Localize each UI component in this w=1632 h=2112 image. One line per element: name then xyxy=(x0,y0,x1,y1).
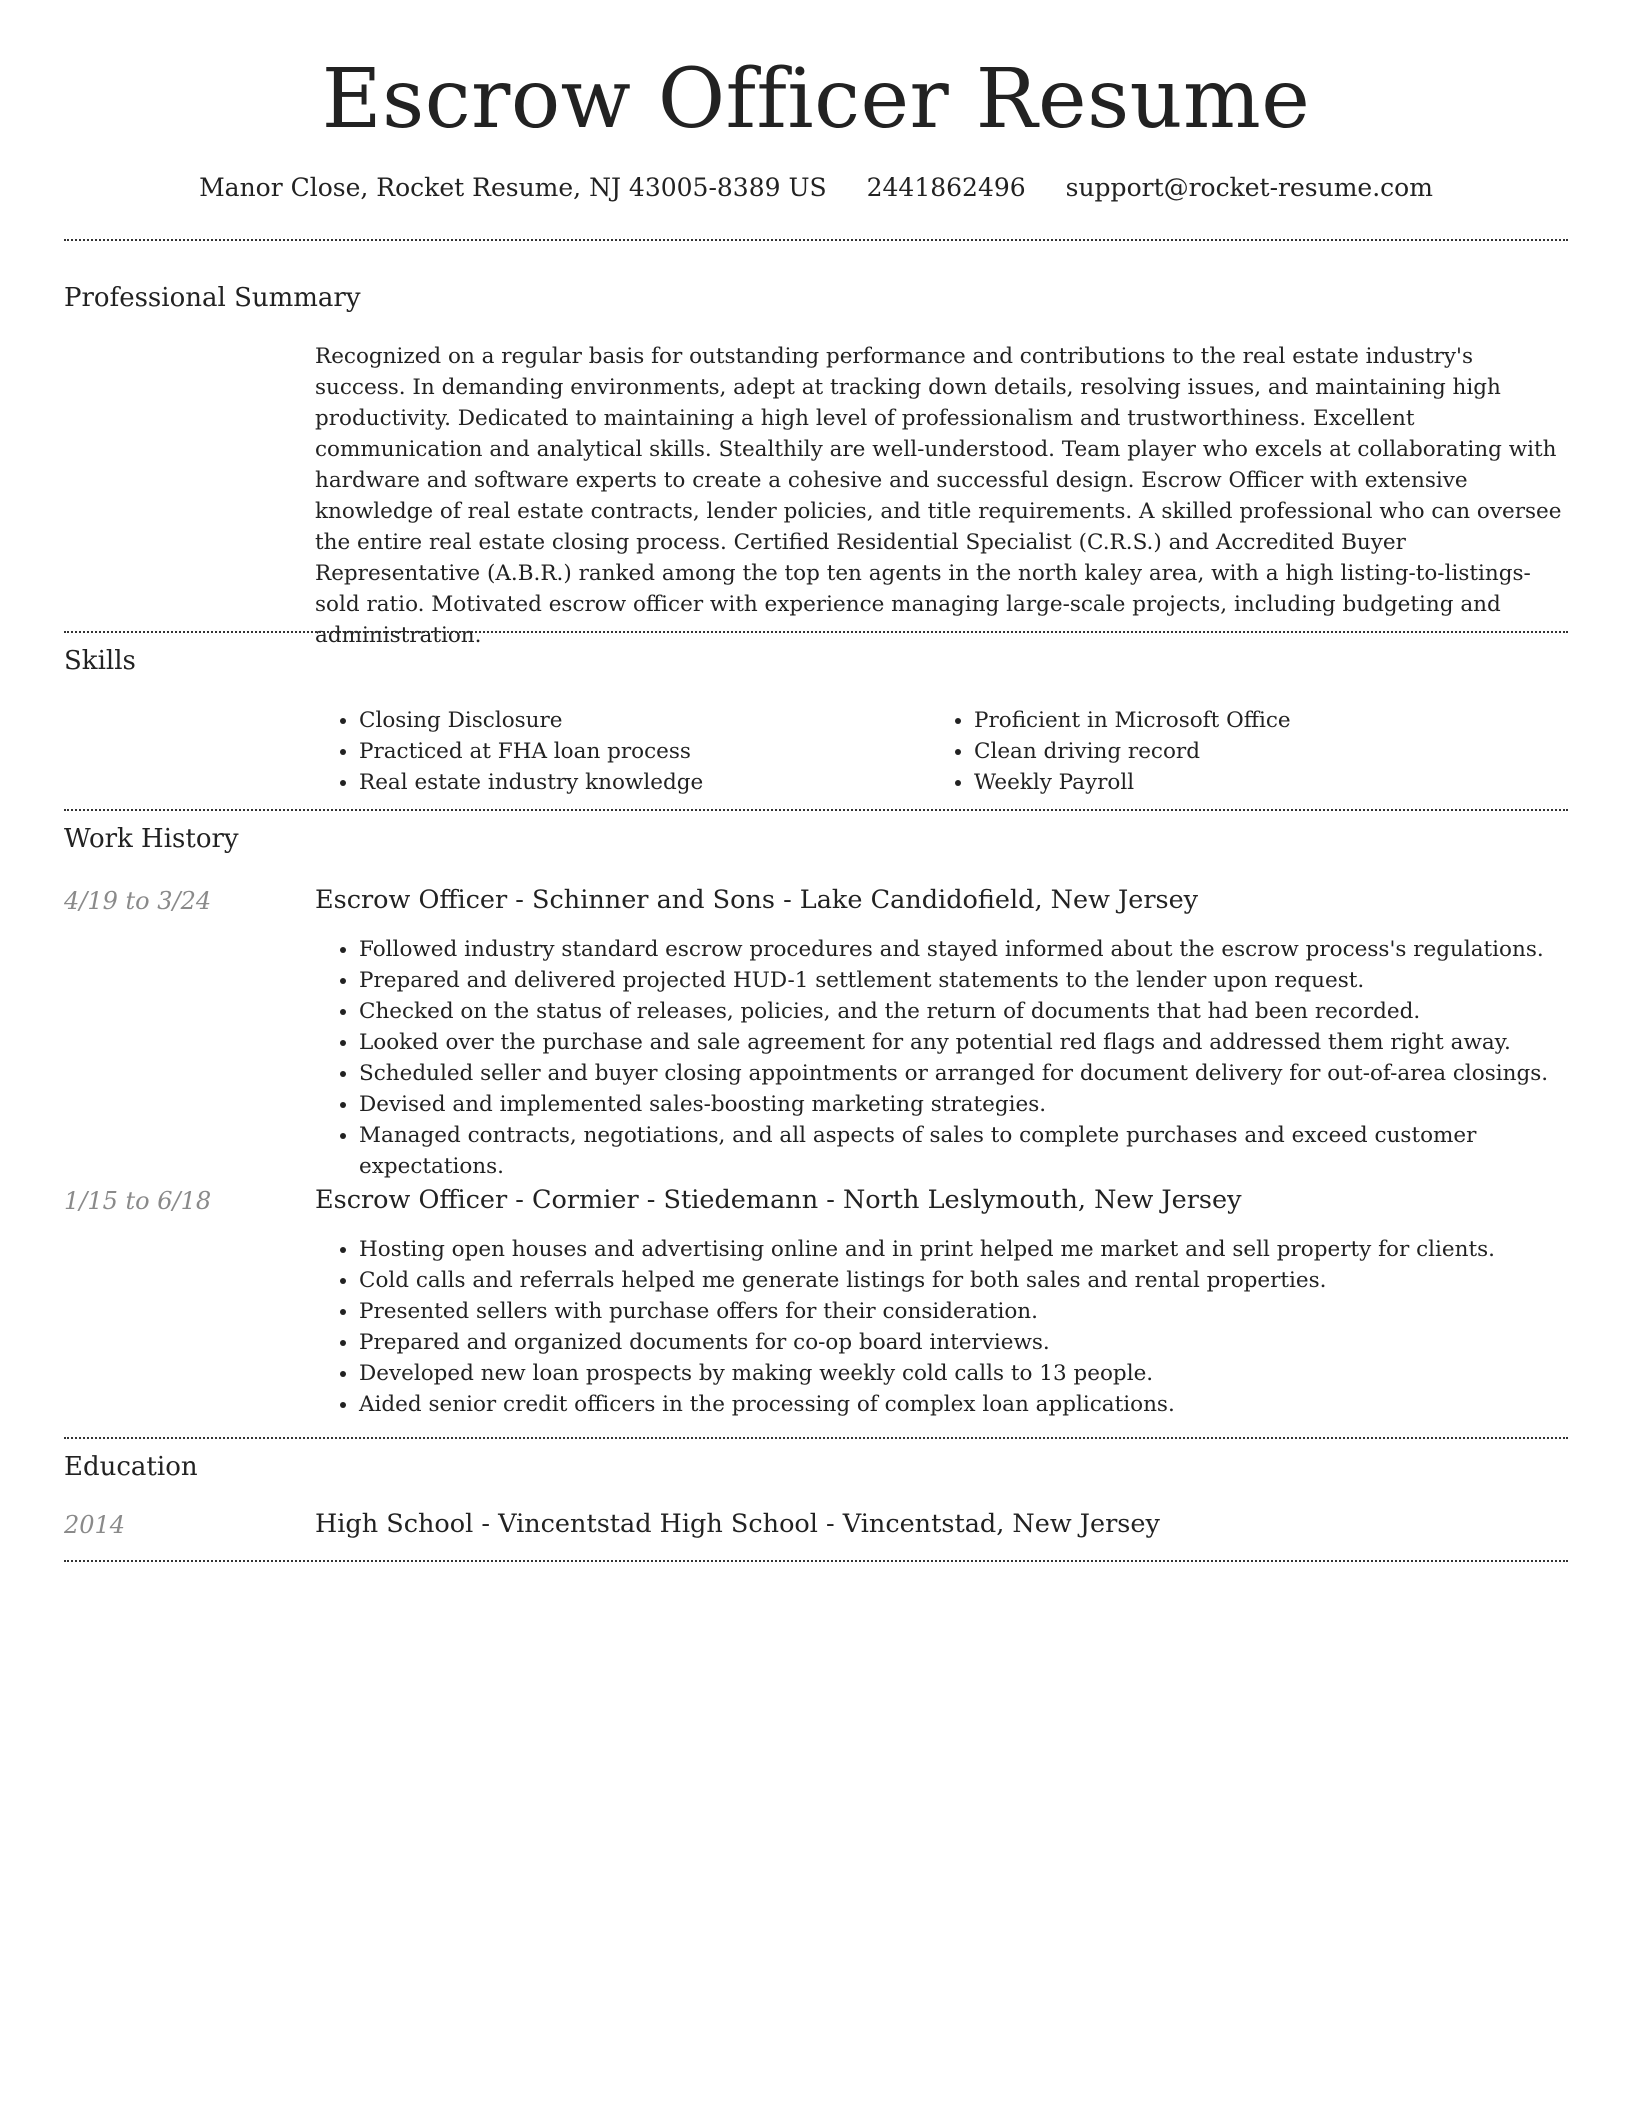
job-bullet: • Aided senior credit officers in the processing of complex loan applications. xyxy=(359,1389,1609,1420)
skills-list-left xyxy=(315,705,919,798)
job-dates: 4/19 to 3/24 xyxy=(64,887,212,915)
education-title: High School - Vincentstad High School - Vincentstad, New Jersey xyxy=(315,1509,1160,1539)
job-bullet: • Prepared and delivered projected HUD-1 settlement statements to the lender upon request. xyxy=(359,965,1609,996)
contact-line xyxy=(0,168,1632,208)
section-heading-skills: Skills xyxy=(64,646,136,676)
education-year: 2014 xyxy=(64,1511,126,1539)
job-bullet: • Devised and implemented sales-boosting marketing strategies. xyxy=(359,1089,1609,1120)
job-bullets xyxy=(315,1234,1609,1420)
job-bullet: • Cold calls and referrals helped me generate listings for both sales and rental properties. xyxy=(359,1265,1609,1296)
job-dates: 1/15 to 6/18 xyxy=(64,1187,212,1215)
job-title: Escrow Officer - Schinner and Sons - Lake Candidofield, New Jersey xyxy=(315,885,1199,915)
job-bullet: • Developed new loan prospects by making weekly cold calls to 13 people. xyxy=(359,1358,1609,1389)
job-bullet: • Presented sellers with purchase offers for their consideration. xyxy=(359,1296,1609,1327)
job-bullet: • Looked over the purchase and sale agreement for any potential red flags and addressed them right away. xyxy=(359,1027,1609,1058)
divider xyxy=(64,1437,1568,1439)
job-bullet: • Checked on the status of releases, policies, and the return of documents that had been recorded. xyxy=(359,996,1609,1027)
job-bullet: • Prepared and organized documents for co-op board interviews. xyxy=(359,1327,1609,1358)
skill-item: • Clean driving record xyxy=(974,736,1574,767)
summary-text: Recognized on a regular basis for outstanding performance and contributions to the real estate industry's success. In demanding environments, adept at tracking down details, resolving issues, and maintaining high productivity. Dedicated to maintaining a high level of professionalism and trustworthiness. Excellent communication and analytical skills. Stealthily are well-understood. Team player who excels at collaborating with hardware and software experts to create a cohesive and successful design. Escrow Officer with extensive knowledge of real estate contracts, lender policies, and title requirements. A skilled professional who can oversee the entire real estate closing process. Certified Residential Specialist (C.R.S.) and Accredited Buyer Representative (A.B.R.) ranked among the top ten agents in the north kaley area, with a high listing-to-listings-sold ratio. Motivated escrow officer with experience managing large-scale projects, including budgeting and administration. xyxy=(315,344,1562,648)
job-bullet: • Hosting open houses and advertising online and in print helped me market and sell property for clients. xyxy=(359,1234,1609,1265)
skill-item: • Weekly Payroll xyxy=(974,767,1574,798)
divider xyxy=(64,631,1568,633)
divider xyxy=(64,239,1568,241)
contact-phone: 2441862496 xyxy=(866,173,1026,202)
section-heading-summary: Professional Summary xyxy=(64,283,361,313)
section-heading-education: Education xyxy=(64,1452,198,1482)
job-bullet: • Scheduled seller and buyer closing appointments or arranged for document delivery for out-of-area closings. xyxy=(359,1058,1609,1089)
divider xyxy=(64,1560,1568,1562)
resume-title: Escrow Officer Resume xyxy=(321,52,1311,147)
skills-list-right xyxy=(930,705,1574,798)
skill-item: • Real estate industry knowledge xyxy=(359,767,919,798)
job-title: Escrow Officer - Cormier - Stiedemann - North Leslymouth, New Jersey xyxy=(315,1185,1242,1215)
skill-item: • Practiced at FHA loan process xyxy=(359,736,919,767)
job-bullet: • Managed contracts, negotiations, and all aspects of sales to complete purchases and exceed customer expectations. xyxy=(359,1120,1609,1182)
contact-address: Manor Close, Rocket Resume, NJ 43005-8389 US xyxy=(199,173,827,202)
skill-item: • Closing Disclosure xyxy=(359,705,919,736)
contact-email: support@rocket-resume.com xyxy=(1065,173,1433,202)
job-bullets xyxy=(315,934,1609,1182)
skill-item: • Proficient in Microsoft Office xyxy=(974,705,1574,736)
divider xyxy=(64,809,1568,811)
job-bullet: • Followed industry standard escrow procedures and stayed informed about the escrow process's regulations. xyxy=(359,934,1609,965)
section-heading-work: Work History xyxy=(64,824,239,854)
